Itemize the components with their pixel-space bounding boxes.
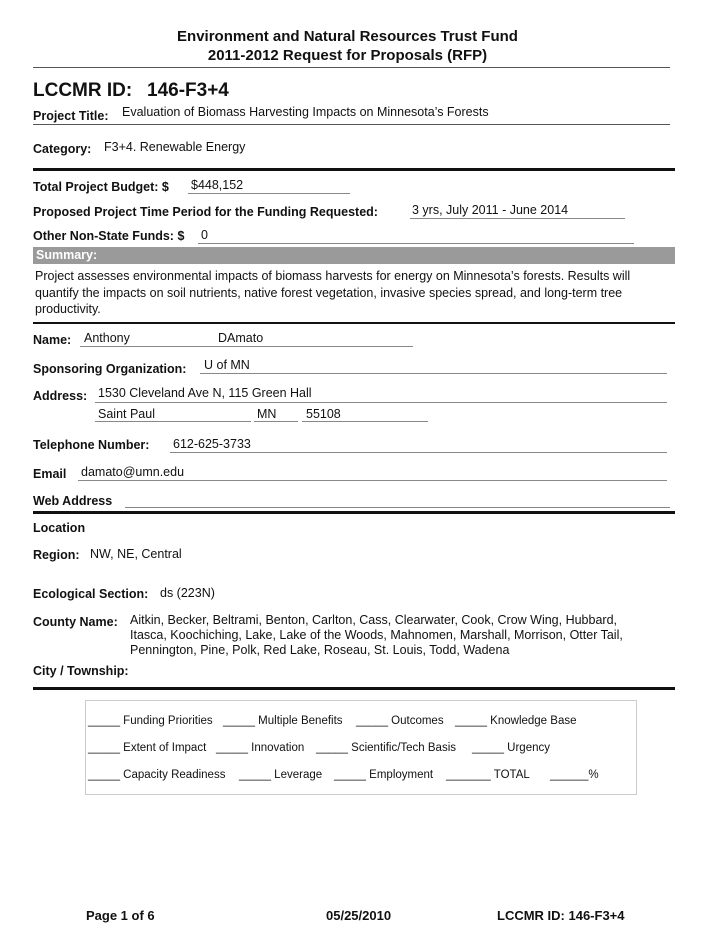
criteria-extent-of-impact: _____ Extent of Impact [88, 742, 207, 754]
criteria-innovation: _____ Innovation [216, 742, 305, 754]
total-budget-value: $448,152 [191, 178, 244, 192]
last-name-value: DAmato [218, 331, 264, 345]
telephone-label: Telephone Number: [33, 438, 150, 452]
criteria-percent: ______% [550, 769, 599, 781]
web-address-label: Web Address [33, 494, 113, 508]
lccmr-id-label: LCCMR ID: [33, 80, 133, 101]
county-name-label: County Name: [33, 615, 118, 629]
criteria-employment: _____ Employment [334, 769, 434, 781]
document-title: Environment and Natural Resources Trust Fund [177, 28, 518, 45]
footer-date: 05/25/2010 [326, 908, 392, 923]
summary-divider [33, 322, 675, 324]
summary-text: Project assesses environmental impacts of biomass harvests for energy on Minnesota’s forests. Results will quantify the impacts on soil nutrients, native forest vegetation, invasive species spread, and long-term tree productivity. [35, 269, 631, 316]
name-label: Name: [33, 333, 72, 347]
county-line: Aitkin, Becker, Beltrami, Benton, Carlton, Cass, Clearwater, Cook, Crow Wing, Hubbard, [130, 613, 617, 627]
project-title-label: Project Title: [33, 109, 109, 123]
criteria-funding-priorities: _____ Funding Priorities [88, 715, 213, 727]
summary-label: Summary: [36, 248, 98, 262]
header-divider [33, 67, 670, 68]
criteria-capacity-readiness: _____ Capacity Readiness [88, 769, 226, 781]
project-divider [33, 124, 670, 125]
address-zip-value: 55108 [306, 407, 341, 421]
sponsoring-org-value: U of MN [204, 358, 250, 372]
address-state-underline [254, 421, 298, 422]
summary-header-bar [33, 247, 675, 264]
email-value: damato@umn.edu [81, 465, 185, 479]
address-state-value: MN [257, 407, 277, 421]
email-label: Email [33, 467, 67, 481]
criteria-multiple-benefits: _____ Multiple Benefits [223, 715, 343, 727]
footer-page-number: Page 1 of 6 [86, 908, 155, 923]
ecological-section-label: Ecological Section: [33, 587, 149, 601]
non-state-funds-value: 0 [201, 228, 208, 242]
criteria-leverage: _____ Leverage [239, 769, 323, 781]
non-state-funds-underline [198, 243, 634, 244]
total-budget-underline [188, 193, 350, 194]
category-value: F3+4. Renewable Energy [104, 140, 246, 154]
location-heading: Location [33, 521, 86, 535]
contact-divider [33, 511, 675, 514]
sponsoring-org-underline [200, 373, 667, 374]
footer-lccmr-id: LCCMR ID: 146-F3+4 [497, 908, 625, 923]
address-city-underline [95, 421, 251, 422]
address-zip-underline [302, 421, 428, 422]
region-value: NW, NE, Central [90, 547, 182, 561]
region-label: Region: [33, 548, 80, 562]
time-period-label: Proposed Project Time Period for the Funding Requested: [33, 205, 378, 219]
lccmr-id-value: 146-F3+4 [147, 80, 229, 101]
criteria-total: _______ TOTAL [446, 769, 530, 781]
time-period-value: 3 yrs, July 2011 - June 2014 [412, 203, 569, 217]
city-township-label: City / Township: [33, 664, 129, 678]
non-state-funds-label: Other Non-State Funds: $ [33, 229, 185, 243]
criteria-outcomes: _____ Outcomes [356, 715, 444, 727]
telephone-underline [170, 452, 667, 453]
telephone-value: 612-625-3733 [173, 437, 251, 451]
criteria-knowledge-base: _____ Knowledge Base [455, 715, 577, 727]
time-period-underline [410, 218, 625, 219]
address-city-value: Saint Paul [98, 407, 155, 421]
criteria-urgency: _____ Urgency [472, 742, 550, 754]
location-divider [33, 687, 675, 690]
document-subtitle: 2011-2012 Request for Proposals (RFP) [207, 47, 488, 64]
web-address-underline [125, 507, 670, 508]
criteria-scientific-tech-basis: _____ Scientific/Tech Basis [316, 742, 456, 754]
first-name-value: Anthony [84, 331, 130, 345]
category-label: Category: [33, 142, 92, 156]
county-line: Pennington, Pine, Polk, Red Lake, Roseau, St. Louis, Todd, Wadena [130, 643, 510, 657]
ecological-section-value: ds (223N) [160, 586, 215, 600]
category-divider [33, 168, 675, 171]
sponsoring-org-label: Sponsoring Organization: [33, 362, 187, 376]
total-budget-label: Total Project Budget: $ [33, 180, 169, 194]
project-title-value: Evaluation of Biomass Harvesting Impacts on Minnesota’s Forests [122, 105, 489, 119]
email-underline [78, 480, 667, 481]
name-underline [80, 346, 413, 347]
address-label: Address: [33, 389, 88, 403]
county-line: Itasca, Koochiching, Lake, Lake of the Woods, Mahnomen, Marshall, Morrison, Otter Tail, [130, 628, 623, 642]
address-street-value: 1530 Cleveland Ave N, 115 Green Hall [98, 386, 312, 400]
address-street-underline [95, 402, 667, 403]
